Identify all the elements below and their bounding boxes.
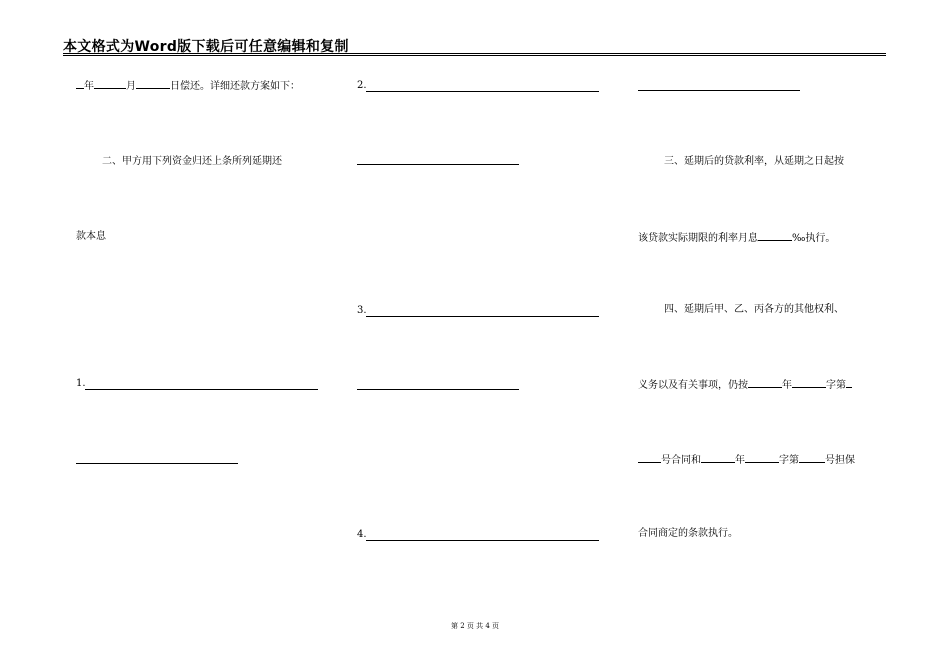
clause-4-line-4: 合同商定的条款执行。 <box>638 528 738 539</box>
repayment-plan-text: 日偿还。详细还款方案如下： <box>170 81 300 92</box>
clause-4-line-2 <box>638 378 852 392</box>
guarantee-prefix-blank <box>745 453 779 463</box>
interest-rate-line <box>638 231 835 245</box>
repayment-date-line <box>76 79 300 93</box>
item-4-label: 4. <box>357 529 367 540</box>
item-2-label: 2. <box>357 80 367 91</box>
day-blank <box>136 79 170 89</box>
contract-number-blank-2 <box>638 453 661 463</box>
contract-number-blank <box>846 378 852 388</box>
item-3-label: 3. <box>357 305 367 316</box>
month-blank <box>94 79 126 89</box>
clause-4-text-2: 义务以及有关事项，仍按 <box>638 380 748 391</box>
clause-4-text: 四、延期后甲、乙、丙各方的其他权利、 <box>664 304 844 315</box>
interest-rate-text: 该贷款实际期限的利率月息 <box>638 233 758 244</box>
guarantee-text: 号担保 <box>825 455 855 466</box>
month-label: 月 <box>126 81 136 92</box>
item-4-blank <box>366 540 599 541</box>
clause-2-continuation: 款本息 <box>76 231 106 242</box>
item-3-blank <box>366 316 599 317</box>
interest-rate-unit: ‰执行。 <box>792 233 836 244</box>
item-1-blank <box>85 389 318 390</box>
guarantee-year-label: 年 <box>735 455 745 466</box>
year-label: 年 <box>84 81 94 92</box>
item-4-blank-continued <box>638 90 800 91</box>
contract-year-blank <box>748 378 782 388</box>
contract-prefix-blank <box>792 378 826 388</box>
guarantee-year-blank <box>701 453 735 463</box>
header-rule-secondary <box>63 55 886 56</box>
header-rule <box>63 53 886 54</box>
guarantee-number-label: 字第 <box>779 455 799 466</box>
clause-2-text: 二、甲方用下列资金归还上条所列延期还 <box>102 156 282 167</box>
year-blank <box>76 79 84 89</box>
clause-3-text: 三、延期后的贷款利率，从延期之日起按 <box>664 156 844 167</box>
guarantee-number-blank <box>799 453 825 463</box>
item-1-blank-continued <box>76 463 238 464</box>
page-number: 第 2 页 共 4 页 <box>450 622 500 630</box>
clause-4-line-3 <box>638 453 855 467</box>
header-title: 本文格式为Word版下载后可任意编辑和复制 <box>63 39 349 55</box>
interest-rate-blank <box>758 231 792 241</box>
item-2-blank-continued <box>357 164 519 165</box>
contract-and-text: 号合同和 <box>661 455 701 466</box>
item-1-label: 1. <box>76 378 86 389</box>
contract-year-label: 年 <box>782 380 792 391</box>
contract-number-label: 字第 <box>826 380 846 391</box>
item-2-blank <box>366 91 599 92</box>
item-3-blank-continued <box>357 389 519 390</box>
